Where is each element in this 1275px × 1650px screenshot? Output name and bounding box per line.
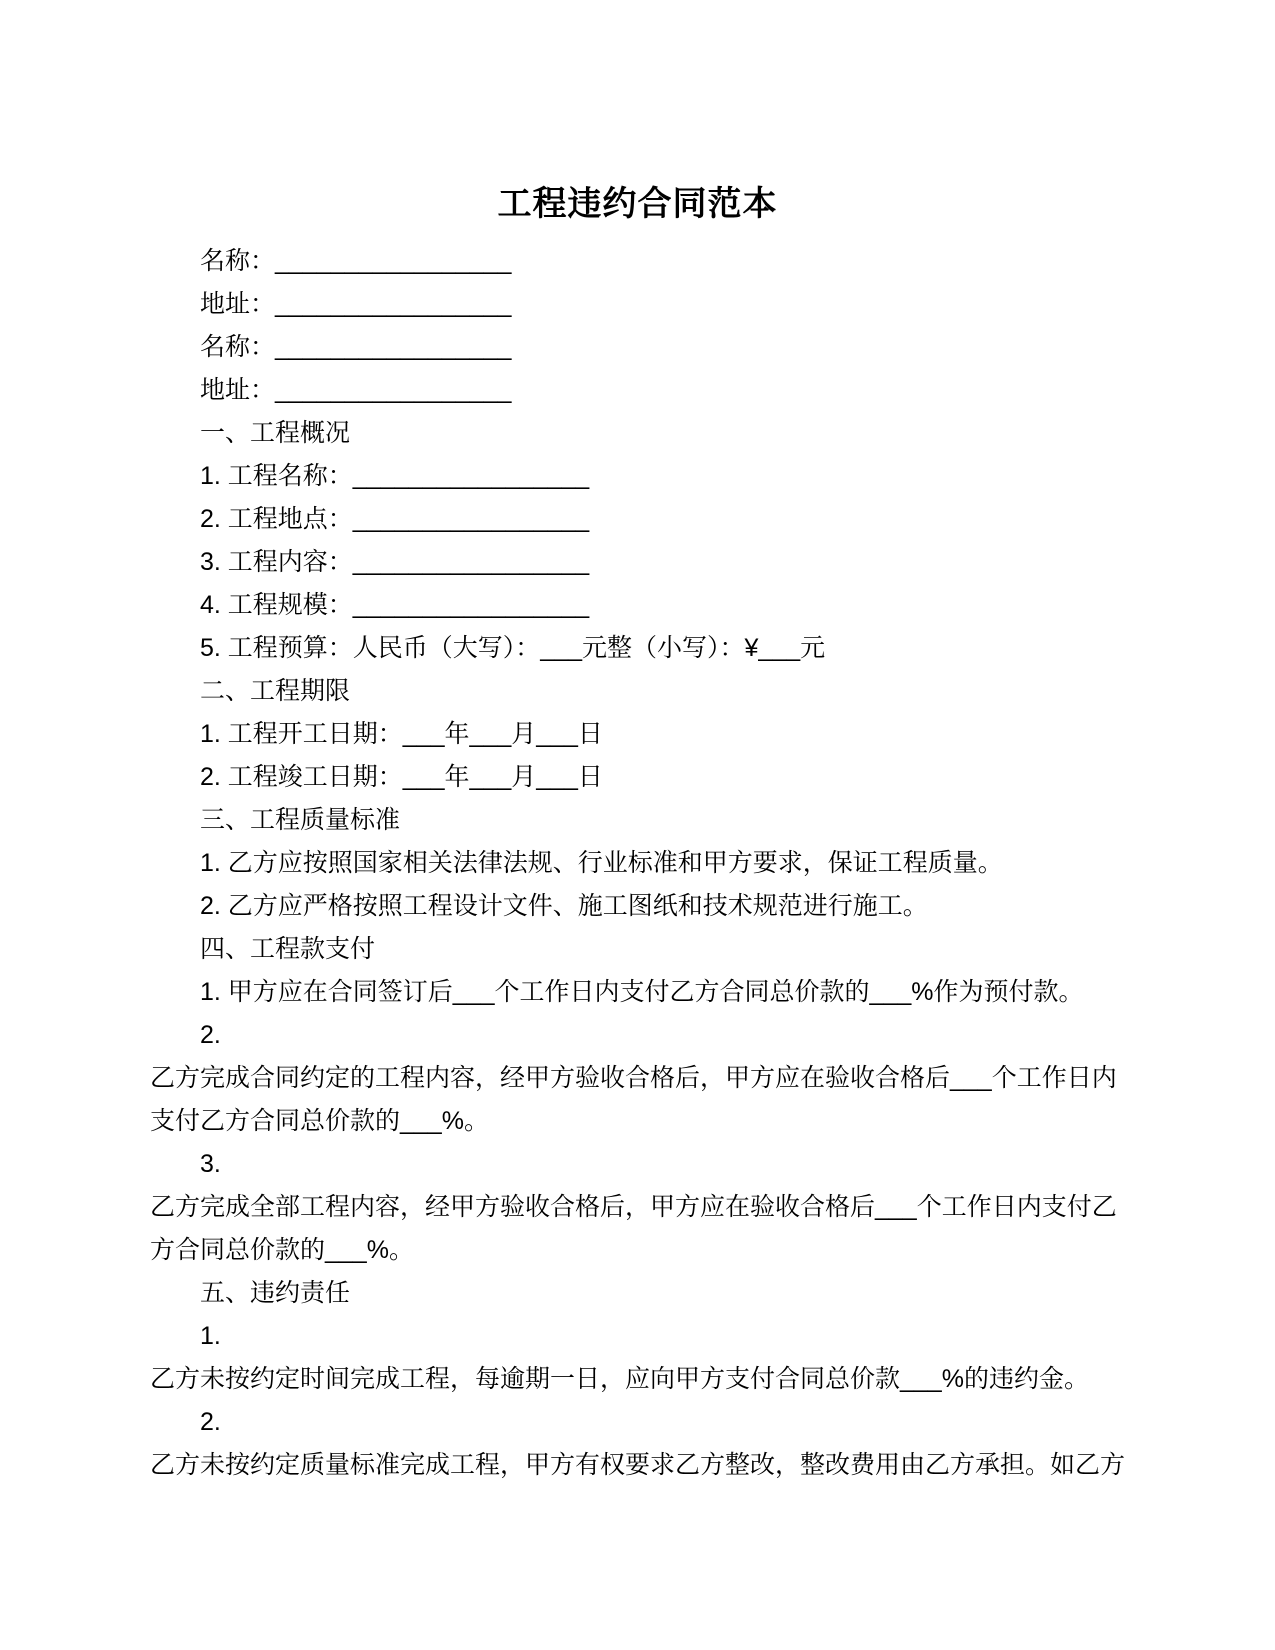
document-line: 2. 乙方应严格按照工程设计文件、施工图纸和技术规范进行施工。 — [200, 892, 928, 920]
document-line: 乙方完成合同约定的工程内容，经甲方验收合格后，甲方应在验收合格后___个工作日内 — [150, 1064, 1117, 1092]
document-line: 地址：_________________ — [200, 290, 512, 318]
document-line: 2. 工程地点：_________________ — [200, 505, 590, 533]
document-line: 1. 工程开工日期：___年___月___日 — [200, 720, 603, 748]
document-line: 3. — [200, 1150, 221, 1178]
document-line: 二、工程期限 — [200, 677, 351, 705]
document-line: 2. — [200, 1408, 221, 1436]
document-line: 乙方未按约定时间完成工程，每逾期一日，应向甲方支付合同总价款___%的违约金。 — [150, 1365, 1089, 1393]
document-line: 一、工程概况 — [200, 419, 351, 447]
document-line: 名称：_________________ — [200, 333, 512, 361]
document-line: 1. — [200, 1322, 221, 1350]
document-line: 方合同总价款的___%。 — [150, 1236, 414, 1264]
document-line: 1. 甲方应在合同签订后___个工作日内支付乙方合同总价款的___%作为预付款。 — [200, 978, 1084, 1006]
document-line: 3. 工程内容：_________________ — [200, 548, 590, 576]
document-line: 名称：_________________ — [200, 247, 512, 275]
document-line: 四、工程款支付 — [200, 935, 376, 963]
document-line: 2. — [200, 1021, 221, 1049]
document-line: 5. 工程预算：人民币（大写）：___元整（小写）：¥___元 — [200, 634, 826, 662]
document-line: 乙方未按约定质量标准完成工程，甲方有权要求乙方整改，整改费用由乙方承担。如乙方 — [150, 1451, 1126, 1479]
document-line: 三、工程质量标准 — [200, 806, 401, 834]
document-line: 五、违约责任 — [200, 1279, 351, 1307]
document-body — [0, 240, 1275, 1487]
document-line: 地址：_________________ — [200, 376, 512, 404]
document-line: 4. 工程规模：_________________ — [200, 591, 590, 619]
document-line: 支付乙方合同总价款的___%。 — [150, 1107, 489, 1135]
document-line: 1. 工程名称：_________________ — [200, 462, 590, 490]
document-line: 乙方完成全部工程内容，经甲方验收合格后，甲方应在验收合格后___个工作日内支付乙 — [150, 1193, 1117, 1221]
document-title: 工程违约合同范本 — [497, 185, 778, 223]
document-line: 2. 工程竣工日期：___年___月___日 — [200, 763, 603, 791]
document-line: 1. 乙方应按照国家相关法律法规、行业标准和甲方要求，保证工程质量。 — [200, 849, 1003, 877]
